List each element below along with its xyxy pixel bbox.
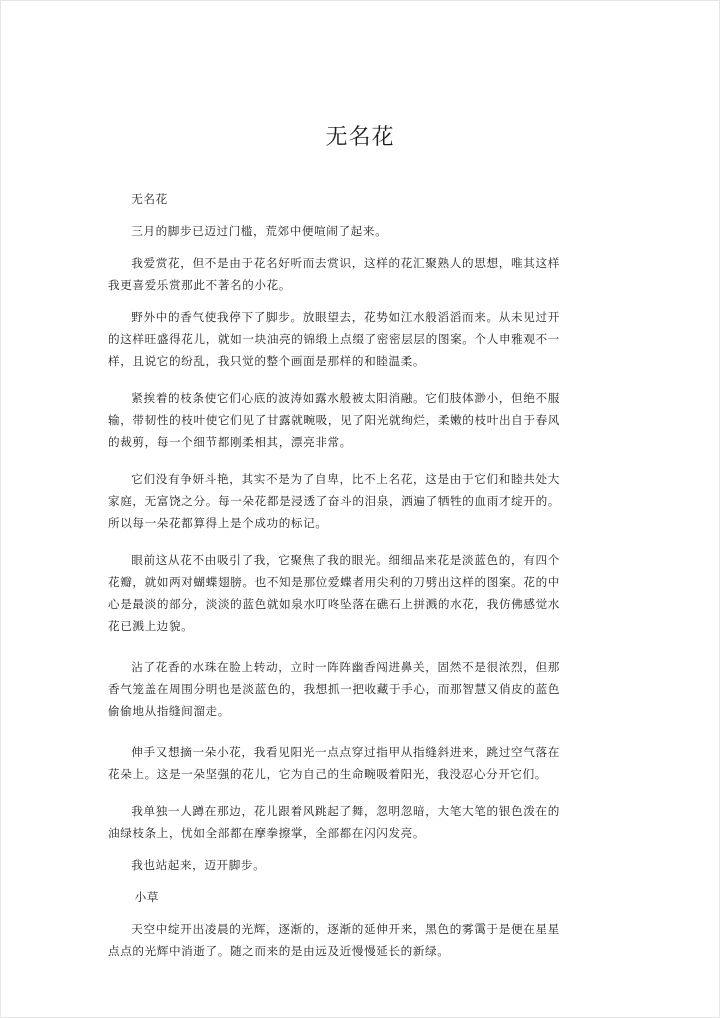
paragraph: 紧挨着的枝条使它们心底的波涛如露水般被太阳消融。它们肢体渺小，但绝不服输，带韧性的枝叶使它们见了甘露就畹吸，见了阳光就绚烂，柔嫩的枝叶出自于春风的裁剪，每一个细节都刚柔相其，漂亮非常。 — [108, 391, 560, 449]
paragraph: 我单独一人蹲在那边，花儿跟着风跳起了舞，忽明忽暗，大笔大笔的银色泼在的油绿枝条上，忧如全部都在摩拳擦掌，全部都在闪闪发亮。 — [108, 804, 560, 840]
paragraph: 天空中绽开出凌晨的光辉，逐渐的，逐渐的延伸开来，黑色的雾霭于是便在星星点点的光辉中消逝了。随之而来的是由远及近慢慢延长的新绿。 — [108, 922, 560, 958]
document-title: 无名花 — [325, 125, 395, 150]
paragraph: 三月的脚步已迈过门槛，荒郊中便喧闹了起来。 — [131, 224, 388, 238]
paragraph: 伸手又想摘一朵小花，我看见阳光一点点穿过指甲从指缝斜进来，跳过空气落在花朵上。这是一朵坚强的花儿，它为自己的生命畹吸着阳光，我没忍心分开它们。 — [108, 745, 560, 781]
paragraph: 野外中的香气使我停下了脚步。放眼望去，花势如江水般滔滔而来。从未见过开的这样旺盛得花儿，就如一块油亮的锦缎上点缀了密密层层的图案。个人申雅观不一样，且说它的纷乱，我只觉的整个画面是那样的和睦温柔。 — [108, 310, 560, 368]
paragraph: 眼前这从花不由吸引了我，它聚焦了我的眼光。细细品来花是淡蓝色的，有四个花瓣，就如两对蝴蝶翅膀。也不知是那位爱蝶者用尖利的刀劈出这样的图案。花的中心是最淡的部分，淡淡的蓝色就如泉水叮咚坠落在礁石上拼溅的水花，我仿佛感觉水花已溅上边貌。 — [108, 553, 560, 633]
paragraph: 我爱赏花，但不是由于花名好听而去赏识，这样的花汇聚熟人的思想，唯其这样我更喜爱乐赏那此不著名的小花。 — [108, 256, 560, 292]
section-heading-xiaocao: 小草 — [134, 890, 160, 904]
paragraph: 沾了花香的水珠在脸上转动，立时一阵阵幽香闯进鼻关，固然不是很浓烈，但那香气笼盖在周围分明也是淡蓝色的，我想抓一把收藏于手心，而那智慧又俏皮的蓝色偷偷地从指缝间溜走。 — [108, 660, 560, 718]
document-body — [108, 188, 560, 962]
paragraph-subtitle: 无名花 — [131, 192, 168, 206]
paragraph: 我也站起来，迈开脚步。 — [131, 858, 266, 872]
paragraph: 它们没有争妍斗艳，其实不是为了自卑，比不上名花，这是由于它们和睦共处大家庭，无富饶之分。每一朵花都是浸透了奋斗的泪泉，洒遍了牺牲的血雨才绽开的。所以每一朵花都算得上是个成功的标记。 — [108, 472, 560, 530]
